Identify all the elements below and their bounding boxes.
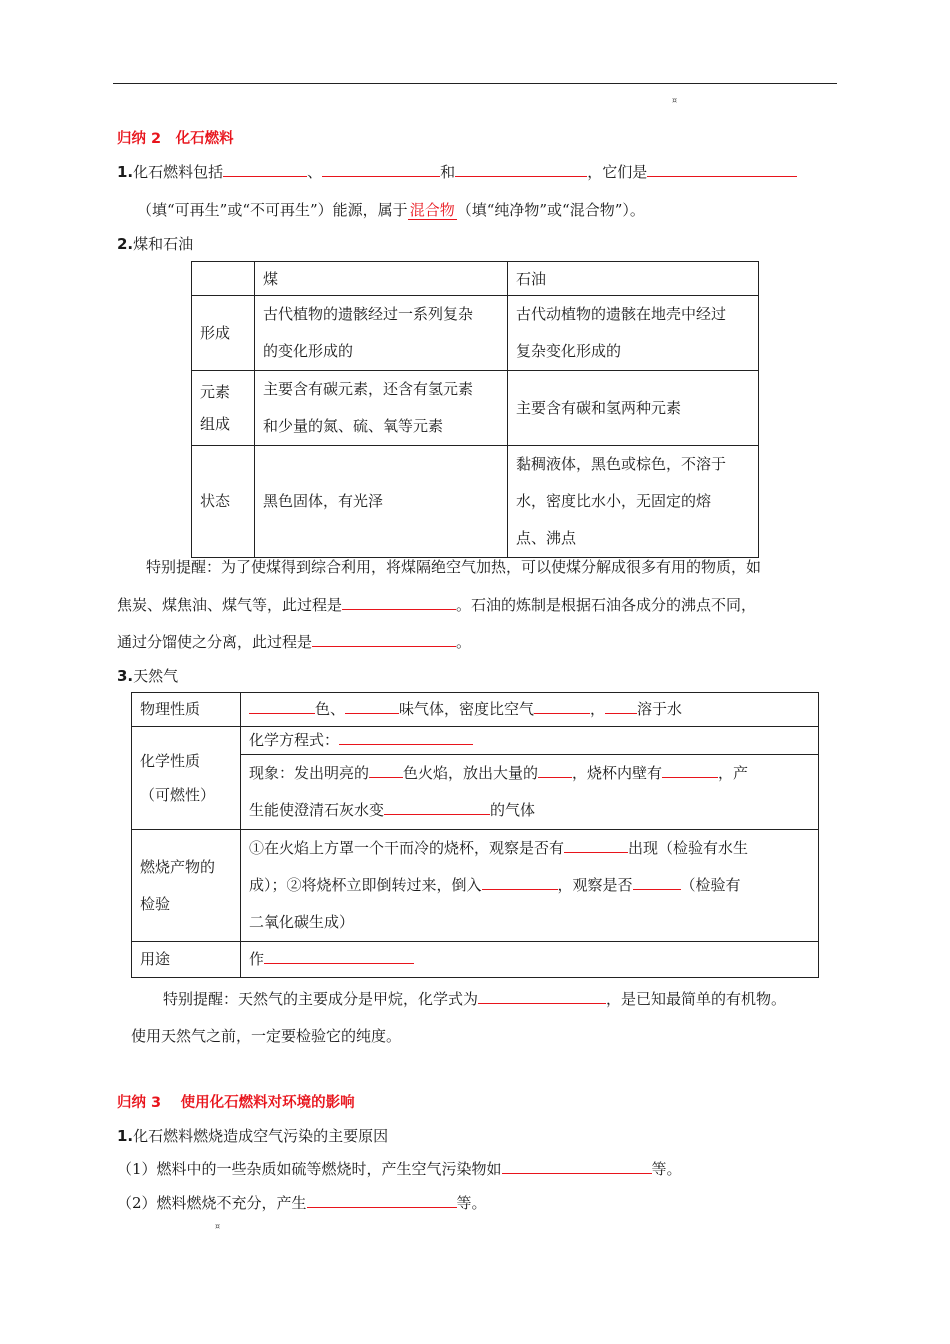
q2-title — [117, 233, 193, 254]
blank-use[interactable] — [264, 949, 414, 964]
test-label: 燃烧产物的 检验 — [132, 830, 241, 942]
q1-sep2: 和 — [440, 163, 456, 181]
q1-line2a: （填“可再生”或“不可再生”）能源，属于 — [137, 201, 408, 219]
answer-mixture[interactable]: 混合物 — [409, 201, 455, 219]
s3-item-1: （1）燃料中的一些杂质如硫等燃烧时，产生空气污染物如 等。 — [117, 1160, 682, 1178]
q3-title — [117, 665, 178, 686]
blank-flame-color[interactable] — [369, 763, 403, 778]
remind-1-line2: 焦炭、煤焦油、煤气等，此过程是 。石油的炼制是根据石油各成分的沸点不同， — [117, 596, 757, 614]
blank-pollutant[interactable] — [502, 1159, 652, 1174]
section-3-title: 归纳 3 使用化石燃料对环境的影响 — [117, 1095, 355, 1111]
phys-content: 色、 味气体，密度比空气 ， 溶于水 — [241, 693, 819, 727]
remind-1-line3: 通过分馏使之分离，此过程是 。 — [117, 633, 472, 651]
blank-equation[interactable] — [339, 730, 473, 745]
blank-limewater[interactable] — [482, 875, 558, 890]
blank-turbid-2[interactable] — [633, 875, 681, 890]
s3-q1-title: 1.化石燃料燃烧造成空气污染的主要原因 — [117, 1127, 389, 1145]
blank-density[interactable] — [534, 699, 590, 714]
blank-fuel-1[interactable] — [223, 162, 307, 177]
header-oil: 石油 — [508, 262, 759, 296]
q2-number: 2. — [117, 235, 134, 253]
q2-title-text: 煤和石油 — [133, 235, 194, 253]
table-corner — [192, 262, 255, 296]
header-rule — [113, 83, 837, 84]
remind-1-line1: 特别提醒：为了使煤得到综合利用，将煤隔绝空气加热，可以使煤分解成很多有用的物质，如 — [146, 558, 762, 576]
chem-equation: 化学方程式： — [241, 727, 819, 755]
blank-heat[interactable] — [538, 763, 572, 778]
q1-line2 — [137, 199, 645, 220]
oil-state: 黏稠液体，黑色或棕色，不溶于 水，密度比水小，无固定的熔 点、沸点 — [508, 446, 759, 558]
oil-formation: 古代动植物的遗骸在地壳中经过 复杂变化形成的 — [508, 296, 759, 371]
row-formation-label: 形成 — [192, 296, 255, 371]
phys-label: 物理性质 — [132, 693, 241, 727]
q1-text-b: ，它们是 — [587, 163, 648, 181]
blank-turbid[interactable] — [384, 800, 490, 815]
blank-water-appears[interactable] — [564, 838, 628, 853]
blank-water-drops[interactable] — [662, 763, 718, 778]
q3-number: 3. — [117, 667, 134, 685]
q1-sep1: 、 — [307, 163, 323, 181]
blank-color[interactable] — [249, 699, 315, 714]
section-2-title: 归纳 2 化石燃料 — [117, 131, 234, 147]
chem-label: 化学性质 （可燃性） — [132, 727, 241, 830]
natural-gas-table — [131, 692, 819, 978]
q1-line2b: （填“纯净物”或“混合物”）。 — [456, 201, 645, 219]
coal-state: 黑色固体，有光泽 — [255, 446, 508, 558]
top-mark: ¤ — [672, 96, 678, 105]
bottom-mark: ¤ — [215, 1222, 221, 1231]
q3-title-text: 天然气 — [133, 667, 179, 685]
q1-line1 — [117, 161, 797, 182]
blank-incomplete[interactable] — [307, 1193, 457, 1208]
use-content: 作 — [241, 942, 819, 978]
s3-item-2: （2）燃料燃烧不充分，产生 等。 — [117, 1194, 487, 1212]
blank-dry-distillation[interactable] — [342, 595, 456, 610]
q1-text-a: 化石燃料包括 — [133, 163, 224, 181]
row-elements-label: 元素 组成 — [192, 371, 255, 446]
row-state-label: 状态 — [192, 446, 255, 558]
blank-formula[interactable] — [478, 989, 606, 1004]
test-content: ①在火焰上方罩一个干而冷的烧杯，观察是否有 出现（检验有水生 成）；②将烧杯立即倒转过来，倒入 ，观察是否 （检验有 二氧化碳生成） — [241, 830, 819, 942]
blank-solubility[interactable] — [605, 699, 637, 714]
coal-formation: 古代植物的遗骸经过一系列复杂 的变化形成的 — [255, 296, 508, 371]
blank-fuel-3[interactable] — [455, 162, 587, 177]
coal-elements: 主要含有碳元素，还含有氢元素 和少量的氮、硫、氧等元素 — [255, 371, 508, 446]
header-coal: 煤 — [255, 262, 508, 296]
q1-number: 1. — [117, 163, 134, 181]
remind-2-line1: 特别提醒：天然气的主要成分是甲烷，化学式为 ，是已知最简单的有机物。 — [163, 990, 787, 1008]
blank-renewable[interactable] — [647, 162, 797, 177]
oil-elements: 主要含有碳和氢两种元素 — [508, 371, 759, 446]
use-label: 用途 — [132, 942, 241, 978]
chem-phenomenon: 现象：发出明亮的 色火焰，放出大量的 ，烧杯内壁有 ，产 生能使澄清石灰水变 的气体 — [241, 755, 819, 830]
blank-fuel-2[interactable] — [322, 162, 440, 177]
remind-2-line2: 使用天然气之前，一定要检验它的纯度。 — [131, 1027, 402, 1045]
coal-oil-table — [191, 261, 759, 558]
blank-fractional[interactable] — [312, 632, 456, 647]
blank-smell[interactable] — [345, 699, 399, 714]
